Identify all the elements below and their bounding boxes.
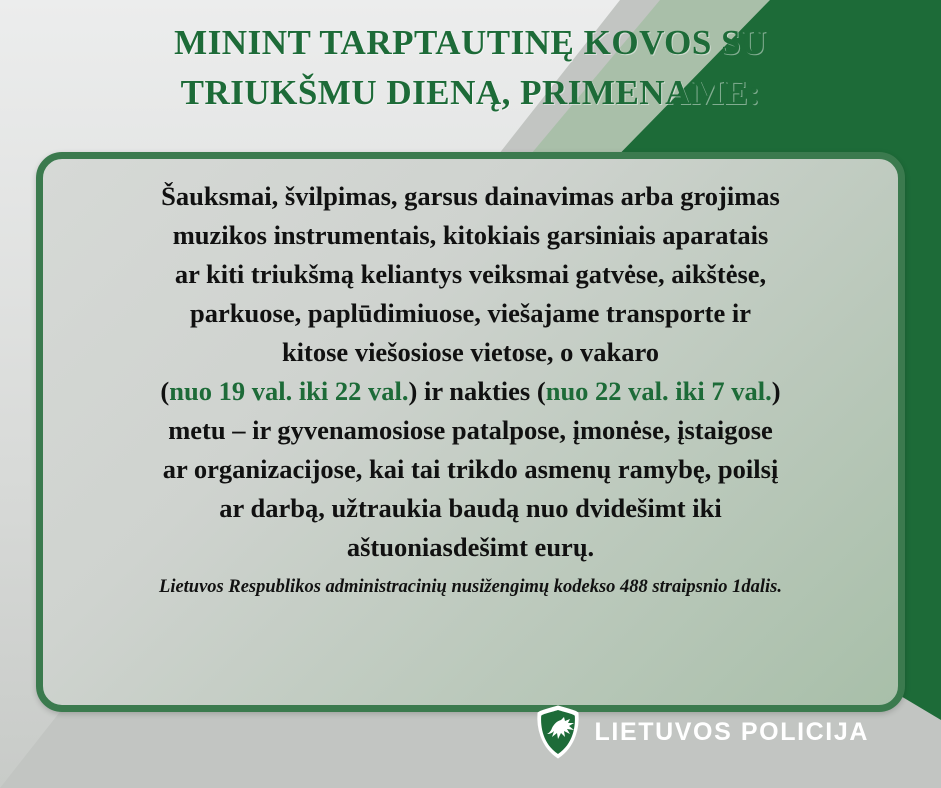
evening-hours: nuo 19 val. iki 22 val. [169,375,409,406]
notice-body [69,177,872,567]
hours-suffix: ) [771,375,781,406]
notice-line: parkuose, paplūdimiuose, viešajame transporte ir [190,297,751,328]
notice-line: Šauksmai, švilpimas, garsus dainavimas arba grojimas [161,181,780,211]
lithuanian-coat-of-arms-icon [535,704,581,760]
legal-reference: Lietuvos Respublikos administracinių nusižengimų kodekso 488 straipsnio 1dalis. [159,576,782,597]
notice-line: ar organizacijose, kai tai trikdo asmenų ramybę, poilsį [162,453,779,484]
title-line-1: MININT TARPTAUTINĘ KOVOS SU [174,23,767,62]
page-title [0,18,941,117]
notice-line: muzikos instrumentais, kitokiais garsiniais aparatais [172,219,769,250]
notice-hours-line [69,372,872,411]
notice-panel-inner [43,159,898,606]
night-hours: nuo 22 val. iki 7 val. [545,375,772,406]
hours-prefix: ( [160,375,170,406]
notice-line: metu – ir gyvenamosiose patalpose, įmonėse, įstaigose [168,414,773,445]
notice-line: kitose viešosiose vietose, o vakaro [281,336,660,367]
notice-line: aštuoniasdešimt eurų. [346,531,595,562]
notice-panel [36,152,905,712]
title-line-2: TRIUKŠMU DIENĄ, PRIMENAME: [180,72,761,112]
footer-logo [535,704,869,760]
police-logo-text: LIETUVOS POLICIJA [594,717,869,746]
hours-middle: ) ir nakties ( [408,375,546,406]
notice-line: ar darbą, užtraukia baudą nuo dvidešimt iki [219,492,722,523]
notice-line: ar kiti triukšmą keliantys veiksmai gatvėse, aikštėse, [174,258,767,289]
